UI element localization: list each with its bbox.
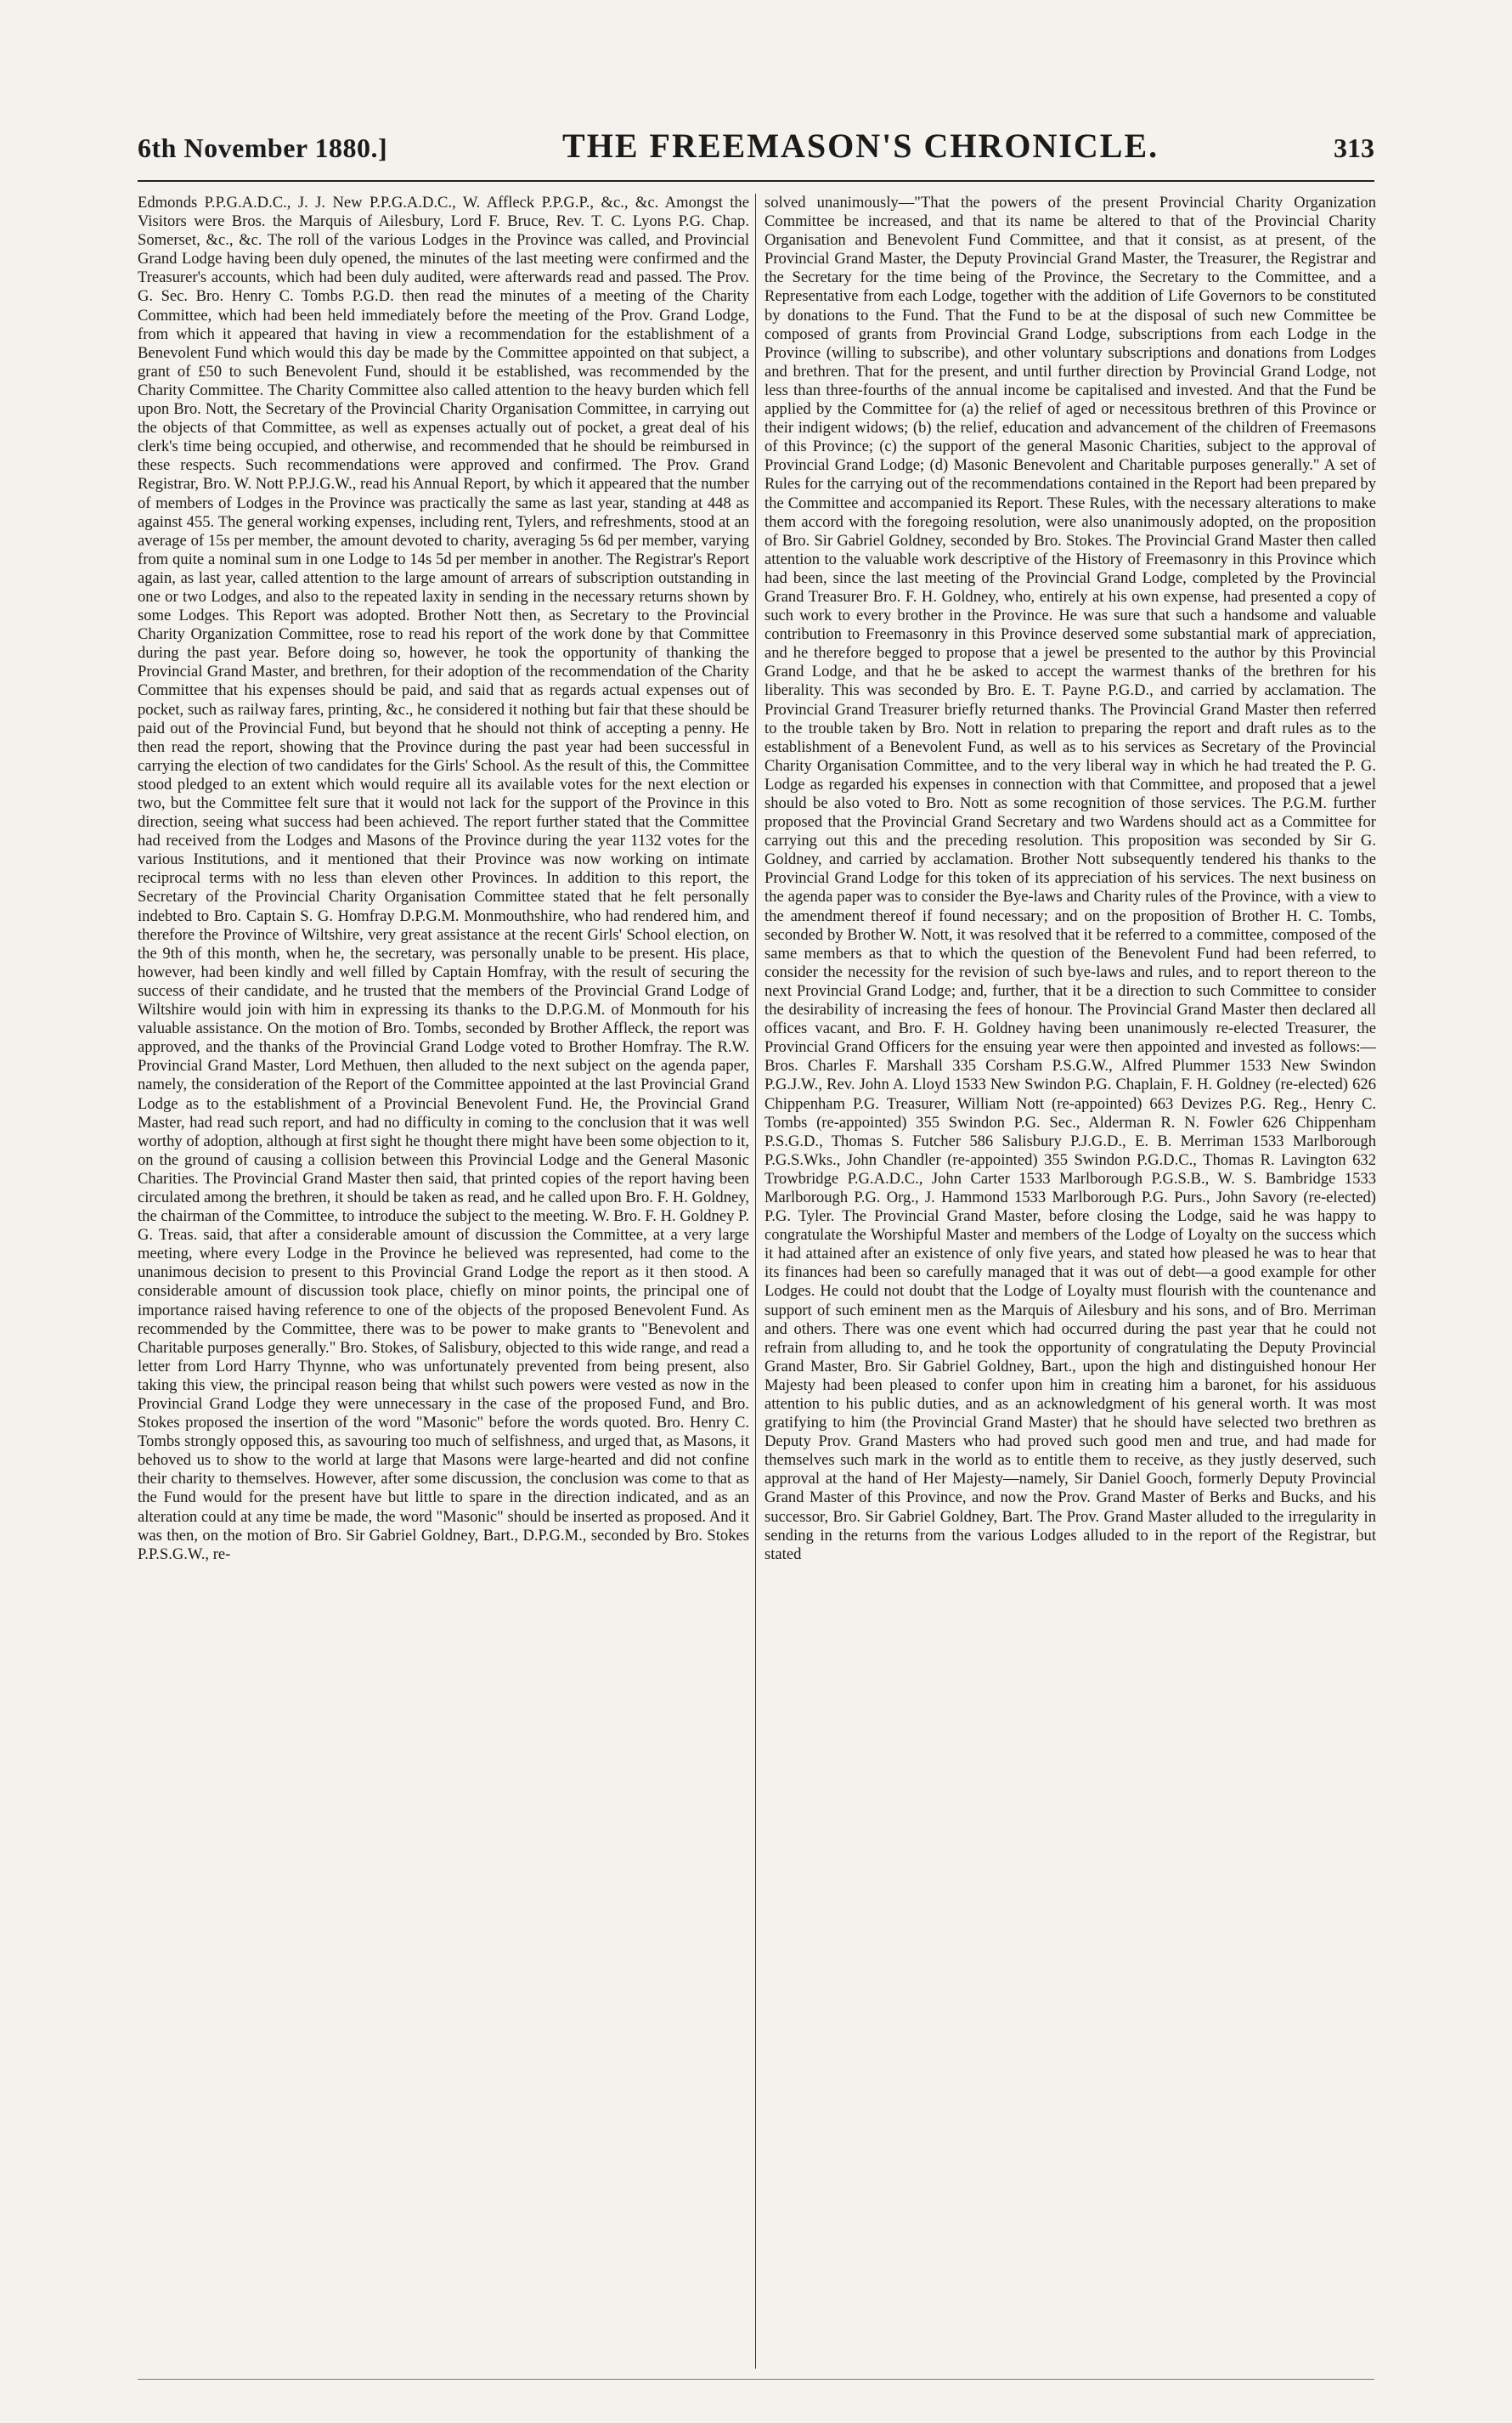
column-divider <box>755 194 756 2369</box>
issue-date: 6th November 1880.] <box>138 133 388 163</box>
left-column <box>138 194 749 2369</box>
page-header <box>138 126 1374 173</box>
page-number: 313 <box>1334 133 1374 163</box>
masthead-title: THE FREEMASON'S CHRONICLE. <box>562 127 1159 165</box>
right-column-text: solved unanimously—"That the powers of the present Provincial Charity Organization Committee be increased, and that its name be altered to that of the Provincial Charity Organisation and Benevolent Fund Committee, and that it consist, as at present, of the Provincial Grand Master, the Deputy Provincial Grand Master, the Treasurer, the Registrar and the Secretary for the time being of the Province, the Secretary to the Committee, and a Representative from each Lodge, together with the addition of Life Governors to be constituted by donations to the Fund. That the Fund to be at the disposal of such new Committee be composed of grants from Provincial Grand Lodge, subscriptions from each Lodge in the Province (willing to subscribe), and other voluntary subscriptions and donations from Lodges and brethren. That for the present, and until further direction by Provincial Grand Lodge, not less than three-fourths of the annual income be capitalised and invested. And that the Fund be applied by the Committee for (a) the relief of aged or necessitous brethren of this Province or their indigent widows; (b) the relief, education and advancement of the children of Freemasons of this Province; (c) the support of the general Masonic Charities, subject to the approval of Provincial Grand Lodge; (d) Masonic Benevolent and Charitable purposes generally." A set of Rules for the carrying out of the recommendations contained in the Report had been prepared by the Committee and accompanied its Report. These Rules, with the necessary alterations to make them accord with the foregoing resolution, were also unanimously adopted, on the proposition of Bro. Sir Gabriel Goldney, seconded by Bro. Stokes. The Provincial Grand Master then called attention to the valuable work descriptive of the History of Freemasonry in this Province which had been, since the last meeting of the Provincial Grand Lodge, completed by the Provincial Grand Treasurer Bro. F. H. Goldney, who, entirely at his own expense, had presented a copy of such work to every brother in the Province. He was sure that such a handsome and valuable contribution to Freemasonry in this Province deserved some substantial mark of appreciation, and he therefore begged to propose that a jewel be presented to the author by this Provincial Grand Lodge, and that he be asked to accept the warmest thanks of the brethren for his liberality. This was seconded by Bro. E. T. Payne P.G.D., and carried by acclamation. The Provincial Grand Treasurer briefly returned thanks. The Provincial Grand Master then referred to the trouble taken by Bro. Nott in relation to preparing the report and draft rules as to the establishment of a Benevolent Fund, as well as to his services as Secretary of the Provincial Charity Organisation Committee, and to the very liberal way in which he had treated the P. G. Lodge as regarded his expenses in connection with that Committee, and proposed that a jewel should be also voted to Bro. Nott as some recognition of those services. The P.G.M. further proposed that the Provincial Grand Secretary and two Wardens should act as a Committee for carrying out this and the preceding resolution. This proposition was seconded by Sir G. Goldney, and carried by acclamation. Brother Nott subsequently tendered his thanks to the Provincial Grand Lodge for this token of its appreciation of his services. The next business on the agenda paper was to consider the Bye-laws and Charity rules of the Province, with a view to the amendment thereof if found necessary; and on the proposition of Brother H. C. Tombs, seconded by Brother W. Nott, it was resolved that it be referred to a committee, composed of the same members as that to which the question of the Benevolent Fund had been referred, to consider the necessity for the revision of such bye-laws and rules, and to report thereon to the next Provincial Grand Lodge; and, further, that it be a direction to such Committee to consider the desirability of increasing the fees of honour. The Provincial Grand Master then declared all offices vacant, and Bro. F. H. Goldney having been unanimously re-elected Treasurer, the Provincial Grand Officers for the ensuing year were then appointed and invested as follows:—Bros. Charles F. Marshall 335 Corsham P.S.G.W., Alfred Plummer 1533 New Swindon P.G.J.W., Rev. John A. Lloyd 1533 New Swindon P.G. Chaplain, F. H. Goldney (re-elected) 626 Chippenham P.G. Treasurer, William Nott (re-appointed) 663 Devizes P.G. Reg., Henry C. Tombs (re-appointed) 355 Swindon P.G. Sec., Alderman R. N. Fowler 626 Chippenham P.S.G.D., Thomas S. Futcher 586 Salisbury P.J.G.D., E. B. Merriman 1533 Marlborough P.G.S.Wks., John Chandler (re-appointed) 355 Swindon P.G.D.C., Thomas R. Lavington 632 Trowbridge P.G.A.D.C., John Carter 1533 Marlborough P.G.S.B., W. S. Bambridge 1533 Marlborough P.G. Org., J. Hammond 1533 Marlborough P.G. Purs., John Savory (re-elected) P.G. Tyler. The Provincial Grand Master, before closing the Lodge, said he was happy to congratulate the Worshipful Master and members of the Lodge of Loyalty on the success which it had attained after an existence of only five years, and stated how pleased he was to hear that its finances had been so carefully managed that it was out of debt—a good example for other Lodges. He could not doubt that the Lodge of Loyalty must flourish with the countenance and support of such eminent men as the Marquis of Ailesbury and his sons, and of Bro. Merriman and others. There was one event which had occurred during the past year that he could not refrain from alluding to, and he took the opportunity of congratulating the Deputy Provincial Grand Master, Bro. Sir Gabriel Goldney, Bart., upon the high and distinguished honour Her Majesty had been pleased to confer upon him in creating him a baronet, for his assiduous attention to his public duties, and as an acknowledgment of his general worth. It was most gratifying to him (the Provincial Grand Master) that he should have selected two brethren as Deputy Prov. Grand Masters who had proved such good men and true, and had made for themselves such mark in the world as to entitle them to receive, as they justly deserved, such approval at the hand of Her Majesty—namely, Sir Daniel Gooch, formerly Deputy Provincial Grand Master of this Province, and now the Prov. Grand Master of Berks and Bucks, and his successor, Bro. Sir Gabriel Goldney, Bart. The Prov. Grand Master alluded to the irregularity in sending in the returns from the various Lodges alluded to in the report of the Registrar, but stated <box>764 194 1376 1563</box>
right-column <box>764 194 1376 2369</box>
left-column-text: Edmonds P.P.G.A.D.C., J. J. New P.P.G.A.D.C., W. Affleck P.P.G.P., &c., &c. Amongst the Visitors were Bros. the Marquis of Ailesbury, Lord F. Bruce, Rev. T. C. Lyons P.G. Chap. Somerset, &c., &c. The roll of the various Lodges in the Province was called, and Provincial Grand Lodge having been duly opened, the minutes of the last meeting were confirmed and the Treasurer's accounts, which had been duly audited, were afterwards read and passed. The Prov. G. Sec. Bro. Henry C. Tombs P.G.D. then read the minutes of a meeting of the Charity Committee, which had been held immediately before the meeting of the Prov. Grand Lodge, from which it appeared that having in view a recommendation for the establishment of a Benevolent Fund which would this day be made by the Committee appointed on that subject, a grant of £50 to such Benevolent Fund, should it be established, was recommended by the Charity Committee. The Charity Committee also called attention to the heavy burden which fell upon Bro. Nott, the Secretary of the Provincial Charity Organisation Committee, in carrying out the objects of that Committee, as well as expenses actually out of pocket, a great deal of his clerk's time being occupied, and otherwise, and recommended that he should be reimbursed in these respects. Such recommendations were approved and confirmed. The Prov. Grand Registrar, Bro. W. Nott P.P.J.G.W., read his Annual Report, by which it appeared that the number of members of Lodges in the Province was practically the same as last year, standing at 448 as against 455. The general working expenses, including rent, Tylers, and refreshments, stood at an average of 15s per member, the amount devoted to charity, averaging 5s 6d per member, varying from quite a nominal sum in one Lodge to 14s 5d per member in another. The Registrar's Report again, as last year, called attention to the large amount of arrears of subscription outstanding in one or two Lodges, and also to the repeated laxity in sending in the necessary returns shown by some Lodges. This Report was adopted. Brother Nott then, as Secretary to the Provincial Charity Organization Committee, rose to read his report of the work done by that Committee during the past year. Before doing so, however, he took the opportunity of thanking the Provincial Grand Master, and brethren, for their adoption of the recommendation of the Charity Committee that his expenses should be paid, and said that as regards actual expenses out of pocket, such as railway fares, printing, &c., he considered it nothing but fair that these should be paid out of the Provincial Fund, but beyond that he should not think of accepting a penny. He then read the report, showing that the Province during the past year had been successful in carrying the election of two candidates for the Girls' School. As the result of this, the Committee stood pledged to an extent which would require all its available votes for the next election or two, but the Committee felt sure that it would not lack for the support of the Province in this direction, seeing what success had been achieved. The report further stated that the Committee had received from the Lodges and Masons of the Province during the year 1132 votes for the various Institutions, and it mentioned that their Province was now working on intimate reciprocal terms with no less than eleven other Provinces. In addition to this report, the Secretary of the Provincial Charity Organisation Committee stated that he felt personally indebted to Bro. Captain S. G. Homfray D.P.G.M. Monmouthshire, who had rendered him, and therefore the Province of Wiltshire, very great assistance at the recent Girls' School election, on the 9th of this month, when he, the secretary, was personally unable to be present. His place, however, had been kindly and well filled by Captain Homfray, with the result of securing the success of their candidate, and he trusted that the members of the Provincial Grand Lodge of Wiltshire would join with him in expressing its thanks to the D.P.G.M. of Monmouth for his valuable assistance. On the motion of Bro. Tombs, seconded by Brother Affleck, the report was approved, and the thanks of the Provincial Grand Lodge voted to Brother Homfray. The R.W. Provincial Grand Master, Lord Methuen, then alluded to the next subject on the agenda paper, namely, the consideration of the Report of the Committee appointed at the last Provincial Grand Lodge as to the establishment of a Provincial Benevolent Fund. He, the Provincial Grand Master, had read such report, and had no difficulty in coming to the conclusion that it was well worthy of adoption, although at first sight he thought there might have been some objection to it, on the ground of causing a collision between this Provincial Lodge and the General Masonic Charities. The Provincial Grand Master then said, that printed copies of the report having been circulated among the brethren, it should be taken as read, and he called upon Bro. F. H. Goldney, the chairman of the Committee, to introduce the subject to the meeting. W. Bro. F. H. Goldney P. G. Treas. said, that after a considerable amount of discussion the Committee, at a very large meeting, where every Lodge in the Province he believed was represented, had come to the unanimous decision to present to this Provincial Grand Lodge the report as it then stood. A considerable amount of discussion took place, chiefly on minor points, the principal one of importance raised having reference to one of the objects of the proposed Benevolent Fund. As recommended by the Committee, there was to be power to make grants to "Benevolent and Charitable purposes generally." Bro. Stokes, of Salisbury, objected to this wide range, and read a letter from Lord Harry Thynne, who was unfortunately prevented from being present, also taking this view, the principal reason being that whilst such powers were vested as now in the Provincial Grand Lodge they were unnecessary in the case of the proposed Fund, and Bro. Stokes proposed the insertion of the word "Masonic" before the words quoted. Bro. Henry C. Tombs strongly opposed this, as savouring too much of selfishness, and urged that, as Masons, it behoved us to show to the world at large that Masons were large-hearted and did not confine their charity to themselves. However, after some discussion, the conclusion was come to that as the Fund would for the present have but little to spare in the direction indicated, and as an alteration could at any time be made, the word "Masonic" should be inserted as proposed. And it was then, on the motion of Bro. Sir Gabriel Goldney, Bart., D.P.G.M., seconded by Bro. Stokes P.P.S.G.W., re- <box>138 194 749 1563</box>
footer-rule <box>138 2379 1374 2380</box>
header-rule <box>138 180 1374 182</box>
